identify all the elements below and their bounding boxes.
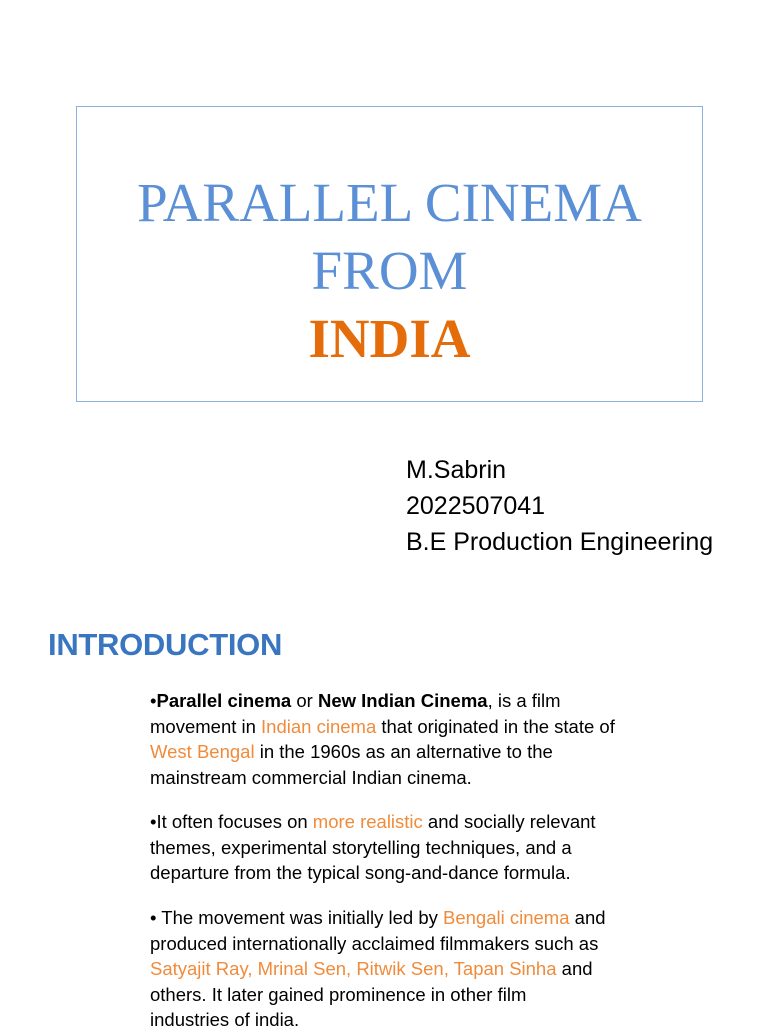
intro-paragraph-2 — [150, 809, 635, 886]
author-id: 2022507041 — [406, 492, 546, 520]
text-fragment: and others. It later gained prominence in other film industries of india. — [150, 958, 593, 1030]
text-fragment: •It often focuses on — [150, 811, 313, 832]
title-line-1: PARALLEL CINEMA — [137, 172, 642, 233]
term-parallel-cinema: Parallel cinema — [156, 690, 292, 711]
text-fragment: , is a film movement in — [150, 690, 561, 737]
text-fragment: or — [291, 690, 318, 711]
title-box — [76, 106, 703, 402]
link-more-realistic[interactable]: more realistic — [312, 811, 423, 832]
author-department: B.E Production Engineering — [406, 528, 714, 556]
intro-paragraph-1 — [150, 688, 635, 790]
term-new-indian-cinema: New Indian Cinema — [317, 690, 488, 711]
text-fragment: and produced internationally acclaimed filmmakers such as — [150, 907, 606, 954]
author-block — [406, 452, 713, 560]
author-name: M.Sabrin — [406, 456, 507, 484]
intro-paragraph-3 — [150, 905, 610, 1033]
text-fragment: that originated in the state of — [376, 715, 615, 737]
intro-heading: INTRODUCTION — [48, 627, 283, 662]
link-bengali-cinema[interactable]: Bengali cinema — [443, 907, 570, 928]
link-west-bengal[interactable]: West Bengal — [150, 741, 255, 762]
link-filmmakers[interactable]: Satyajit Ray, Mrinal Sen, Ritwik Sen, Tapan Sinha — [150, 958, 557, 979]
link-indian-cinema[interactable]: Indian cinema — [261, 715, 377, 737]
title-line-2: FROM — [311, 240, 468, 301]
bullet: • — [150, 690, 157, 711]
title-line-3: INDIA — [308, 308, 471, 369]
text-fragment: and socially relevant themes, experimental storytelling techniques, and a departure from the typical song-and-dance formula. — [150, 811, 596, 883]
text-fragment: • The movement was initially led by — [150, 907, 444, 928]
text-fragment: in the 1960s as an alternative to the mainstream commercial Indian cinema. — [150, 741, 553, 788]
